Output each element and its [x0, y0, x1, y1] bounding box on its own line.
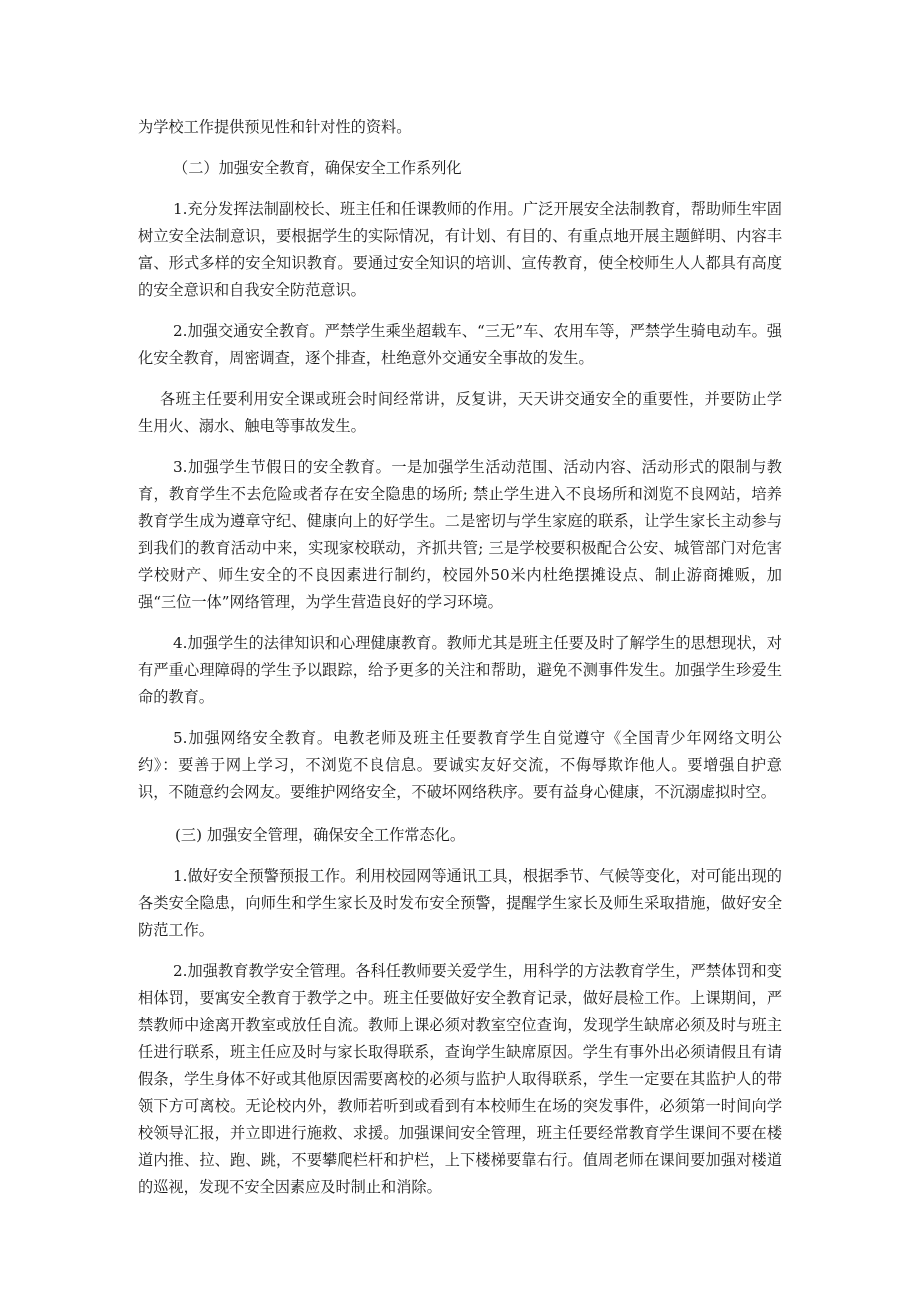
paragraph-item-2-2: 2.加强交通安全教育。严禁学生乘坐超载车、“三无”车、农用车等，严禁学生骑电动车。强化安全教育，周密调查，逐个排查，杜绝意外交通安全事故的发生。 — [138, 322, 782, 367]
paragraph-item-2-3: 3.加强学生节假日的安全教育。一是加强学生活动范围、活动内容、活动形式的限制与教育，教育学生不去危险或者存在安全隐患的场所; 禁止学生进入不良场所和浏览不良网站，培养教育学生成为遵章守纪、健康向上的好学生。二是密切与学生家庭的联系，让学生家长主动参与到我们的教育活动中来，实现家校联动，齐抓共管; 三是学校要积极配合公安、城管部门对危害学校财产、师生安全的不良因素进行制约，校园外50米内杜绝摆摊设点、制止游商摊贩，加强“三位一体”网络管理，为学生营造良好的学习环境。 — [138, 458, 782, 611]
section-heading-2: （二）加强安全教育，确保安全工作系列化 — [173, 159, 462, 177]
section-heading-3: (三) 加强安全管理，确保安全工作常态化。 — [175, 826, 466, 844]
paragraph-item-3-2: 2.加强教育教学安全管理。各科任教师要关爱学生，用科学的方法教育学生，严禁体罚和变相体罚，要寓安全教育于教学之中。班主任要做好安全教育记录，做好晨检工作。上课期间，严禁教师中途离开教室或放任自流。教师上课必须对教室空位查询，发现学生缺席必须及时与班主任进行联系，班主任应及时与家长取得联系，查询学生缺席原因。学生有事外出必须请假且有请假条，学生身体不好或其他原因需要离校的必须与监护人取得联系，学生一定要在其监护人的带领下方可离校。无论校内外，教师若听到或看到有本校师生在场的突发事件，必须第一时间向学校领导汇报，并立即进行施救、求援。加强课间安全管理，班主任要经常教育学生课间不要在楼道内推、拉、跑、跳，不要攀爬栏杆和护栏，上下楼梯要靠右行。值周老师在课间要加强对楼道的巡视，发现不安全因素应及时制止和消除。 — [138, 962, 782, 1196]
paragraph-continuation: 为学校工作提供预见性和针对性的资料。 — [138, 118, 412, 136]
paragraph-item-3-1: 1.做好安全预警预报工作。利用校园网等通讯工具，根据季节、气候等变化，对可能出现的各类安全隐患，向师生和学生家长及时发布安全预警，提醒学生家长及师生采取措施，做好安全防范工作。 — [138, 867, 782, 939]
paragraph-item-2-4: 4.加强学生的法律知识和心理健康教育。教师尤其是班主任要及时了解学生的思想现状，对有严重心理障碍的学生予以跟踪，给予更多的关注和帮助，避免不测事件发生。加强学生珍爱生命的教育。 — [138, 634, 782, 706]
paragraph-item-2-5: 5.加强网络安全教育。电教老师及班主任要教育学生自觉遵守《全国青少年网络文明公约》：要善于网上学习，不浏览不良信息。要诚实友好交流，不侮辱欺诈他人。要增强自护意识，不随意约会网友。要维护网络安全，不破坏网络秩序。要有益身心健康，不沉溺虚拟时空。 — [138, 729, 782, 801]
paragraph-item-2-2-note: 各班主任要利用安全课或班会时间经常讲，反复讲，天天讲交通安全的重要性，并要防止学生用火、溺水、触电等事故发生。 — [138, 390, 782, 435]
paragraph-item-2-1: 1.充分发挥法制副校长、班主任和任课教师的作用。广泛开展安全法制教育，帮助师生牢固树立安全法制意识，要根据学生的实际情况，有计划、有目的、有重点地开展主题鲜明、内容丰富、形式多样的安全知识教育。要通过安全知识的培训、宣传教育，使全校师生人人都具有高度的安全意识和自我安全防范意识。 — [138, 200, 782, 299]
